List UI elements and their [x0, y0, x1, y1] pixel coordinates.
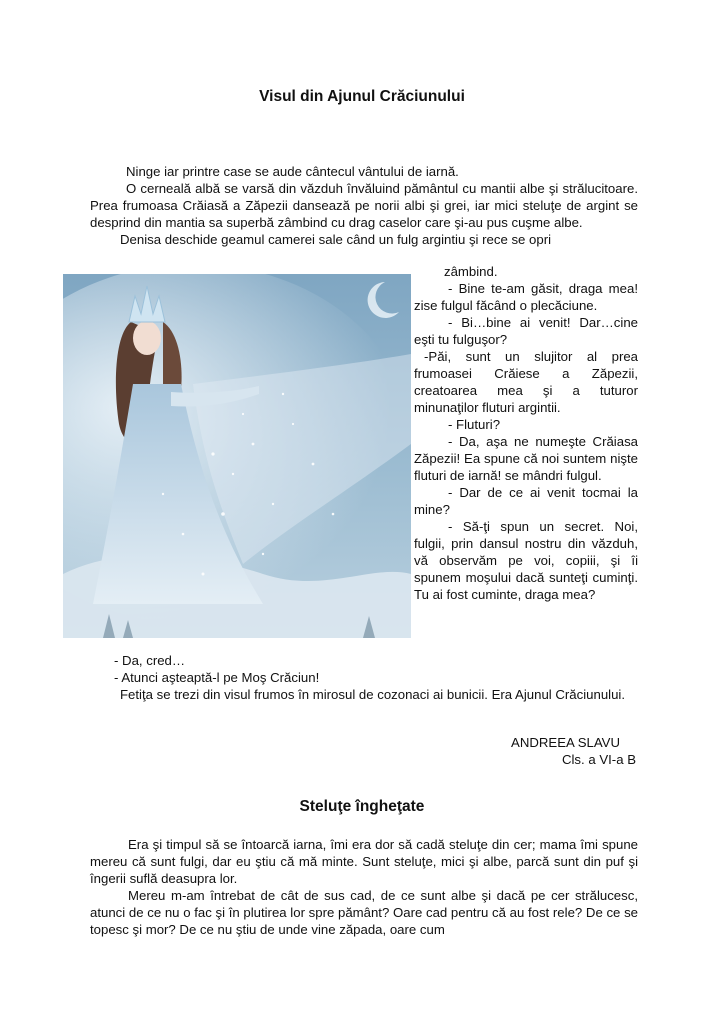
- snow-queen-illustration: [63, 274, 411, 638]
- dialog-line: zâmbind.: [444, 264, 498, 279]
- author-class: Cls. a VI-a B: [561, 752, 636, 767]
- dialog-line: - Bine te-am găsit, draga mea! zise fulgul făcând o plecăciune.: [414, 281, 638, 313]
- dialog-line: - Bi…bine ai venit! Dar…cine eşti tu fulguşor?: [414, 315, 638, 347]
- story-intro: [90, 163, 638, 248]
- intro-paragraph: O cerneală albă se varsă din văzduh învăluind pământul cu mantii albe şi strălucitoare. Prea frumoasa Crăiasă a Zăpezii dansează pe norii albi şi grei, iar mici steluţe de argint se desprind din mantia sa superbă zâmbind cu drag caselor care şi-au pus cuşme albe.: [90, 181, 638, 230]
- story-dialog: [414, 263, 638, 603]
- story2-paragraph: Era şi timpul să se întoarcă iarna, îmi era dor să cadă steluţe din cer; mama îmi spune mereu că sunt fulgi, dar eu ştiu că mă minte. Sunt steluţe, mici şi albe, parcă sunt din puf şi îngerii suflă deasupra lor.: [90, 837, 638, 886]
- ending-line: - Atunci aşteaptă-l pe Moş Crăciun!: [114, 670, 320, 685]
- ending-line: - Da, cred…: [114, 653, 186, 668]
- dialog-line: - Să-ţi spun un secret. Noi, fulgii, prin dansul nostru din văzduh, vă observăm pe voi, copiii, şi îi spunem moşului dacă sunteţi cuminţi. Tu ai fost cuminte, draga mea?: [414, 519, 638, 602]
- story-ending: [90, 652, 638, 703]
- author-name: ANDREEA SLAVU: [511, 735, 620, 750]
- dialog-line: - Da, aşa ne numeşte Crăiasa Zăpezii! Ea spune că noi suntem nişte fluturi de iarnă! se mândri fulgul.: [414, 434, 638, 483]
- dialog-line: - Fluturi?: [448, 417, 501, 432]
- story-title: Steluţe îngheţate: [299, 798, 425, 815]
- intro-paragraph: Denisa deschide geamul camerei sale când un fulg argintiu şi rece se opri: [120, 232, 552, 247]
- story2-body: [90, 836, 638, 938]
- ending-paragraph: Fetiţa se trezi din visul frumos în mirosul de cozonaci ai bunicii. Era Ajunul Crăciunului.: [120, 687, 626, 702]
- story2-paragraph: Mereu m-am întrebat de cât de sus cad, de ce sunt albe şi dacă pe cer strălucesc, atunci de ce nu o fac şi în plutirea lor spre pământ? Oare cad pentru că au fost rele? De ce se topesc şi mor? De ce nu ştiu de unde vine zăpada, oare cum: [90, 888, 638, 937]
- intro-paragraph: Ninge iar printre case se aude cântecul vântului de iarnă.: [126, 164, 459, 179]
- story-title: Visul din Ajunul Crăciunului: [259, 88, 465, 105]
- dialog-line: - Dar de ce ai venit tocmai la mine?: [414, 485, 638, 517]
- dialog-line: -Păi, sunt un slujitor al prea frumoasei Crăiese a Zăpezii, creatoarea mea şi a tuturor minunaţilor fluturi argintii.: [414, 349, 638, 415]
